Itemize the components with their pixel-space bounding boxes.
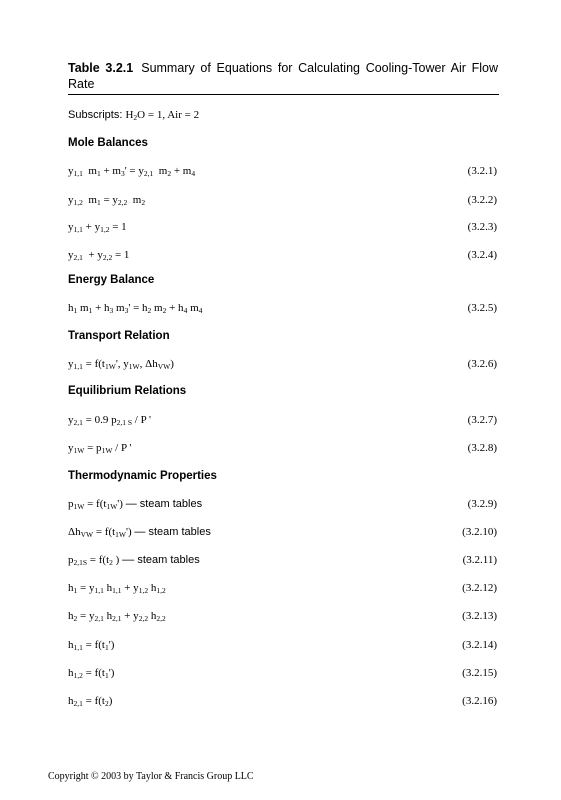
equation-3-2-6: $y_{1,1} = f(t_{1W}'$, $y_{1W}$, $\Delta h_{VW}$) (68, 358, 174, 371)
equation-3-2-12: $h_1 = y_{1,1}$ $h_{1,1} + y_{1,2}$ $h_{1,2}$ (68, 582, 166, 595)
section-heading-mole-balances: Mole Balances (68, 137, 148, 149)
equation-3-2-15: $h_{1,2} = f(t_1')$ (68, 667, 115, 680)
equation-3-2-8: $y_{1W} = p_{1W} / P$ ' (68, 442, 132, 455)
equation-number: (3.2.4) (467, 249, 497, 261)
equation-3-2-5: $h_1$ $m_1 + h_3$ $m_3' = h_2$ $m_2 + h_4$ $m_4$ (68, 302, 203, 315)
equation-number: (3.2.14) (462, 639, 497, 651)
equation-3-2-9: $p_{1W} = f(t_{1W}')$ — steam tables (68, 498, 203, 511)
table-title: Summary of Equations for Calculating Cooling-Tower Air Flow Rate (68, 61, 498, 91)
equation-number: (3.2.12) (462, 582, 497, 594)
equation-number: (3.2.13) (462, 610, 497, 622)
table-number: Table 3.2.1 (68, 61, 134, 75)
equation-number: (3.2.5) (467, 302, 497, 314)
equation-3-2-14: $h_{1,1} = f(t_1')$ (68, 639, 115, 652)
equation-number: (3.2.15) (462, 667, 497, 679)
subscripts-line: Subscripts: $H_2O = 1$, Air = 2 (68, 109, 200, 122)
equation-number: (3.2.3) (467, 221, 497, 233)
equation-3-2-2: $y_{1,2}$ $m_1 = y_{2,2}$ $m_2$ (68, 194, 146, 207)
section-heading-transport-relation: Transport Relation (68, 330, 170, 342)
caption-rule (68, 94, 499, 95)
steam-tables-note: — steam tables (125, 498, 203, 510)
equation-3-2-13: $h_2 = y_{2,1}$ $h_{2,1} + y_{2,2}$ $h_{2,2}$ (68, 610, 166, 623)
table-caption (68, 60, 498, 92)
subscripts-label: Subscripts: (68, 109, 126, 121)
steam-tables-note: — steam tables (134, 526, 211, 538)
equation-number: (3.2.9) (467, 498, 497, 510)
equation-3-2-1: $y_{1,1}$ $m_1 + m_3' = y_{2,1}$ $m_2 + m_4$ (68, 165, 196, 178)
equation-3-2-3: $y_{1,1} + y_{1,2} = 1$ (68, 221, 127, 234)
equation-number: (3.2.1) (467, 165, 497, 177)
section-heading-energy-balance: Energy Balance (68, 274, 155, 286)
equation-3-2-10: $\Delta h_{VW} = f(t_{1W}')$ — steam tables (68, 526, 211, 539)
equation-3-2-16: $h_{2,1} = f(t_2)$ (68, 695, 113, 708)
steam-tables-note: –– steam tables (122, 554, 200, 566)
equation-3-2-7: $y_{2,1} = 0.9$ $p_{2,1 S}$ / P ' (68, 414, 152, 427)
equation-number: (3.2.8) (467, 442, 497, 454)
equation-3-2-4: $y_{2,1} + y_{2,2} = 1$ (68, 249, 130, 262)
equation-3-2-11: $p_{2,1S} = f(t_2$ ) –– steam tables (68, 554, 200, 567)
equation-number: (3.2.2) (467, 194, 497, 206)
equation-number: (3.2.16) (462, 695, 497, 707)
equation-number: (3.2.7) (467, 414, 497, 426)
section-heading-equilibrium-relations: Equilibrium Relations (68, 385, 187, 397)
copyright-footer: Copyright © 2003 by Taylor & Francis Group LLC (48, 771, 254, 782)
equation-number: (3.2.11) (462, 554, 497, 566)
equation-number: (3.2.6) (467, 358, 497, 370)
section-heading-thermodynamic-properties: Thermodynamic Properties (68, 470, 217, 482)
equation-number: (3.2.10) (462, 526, 497, 538)
